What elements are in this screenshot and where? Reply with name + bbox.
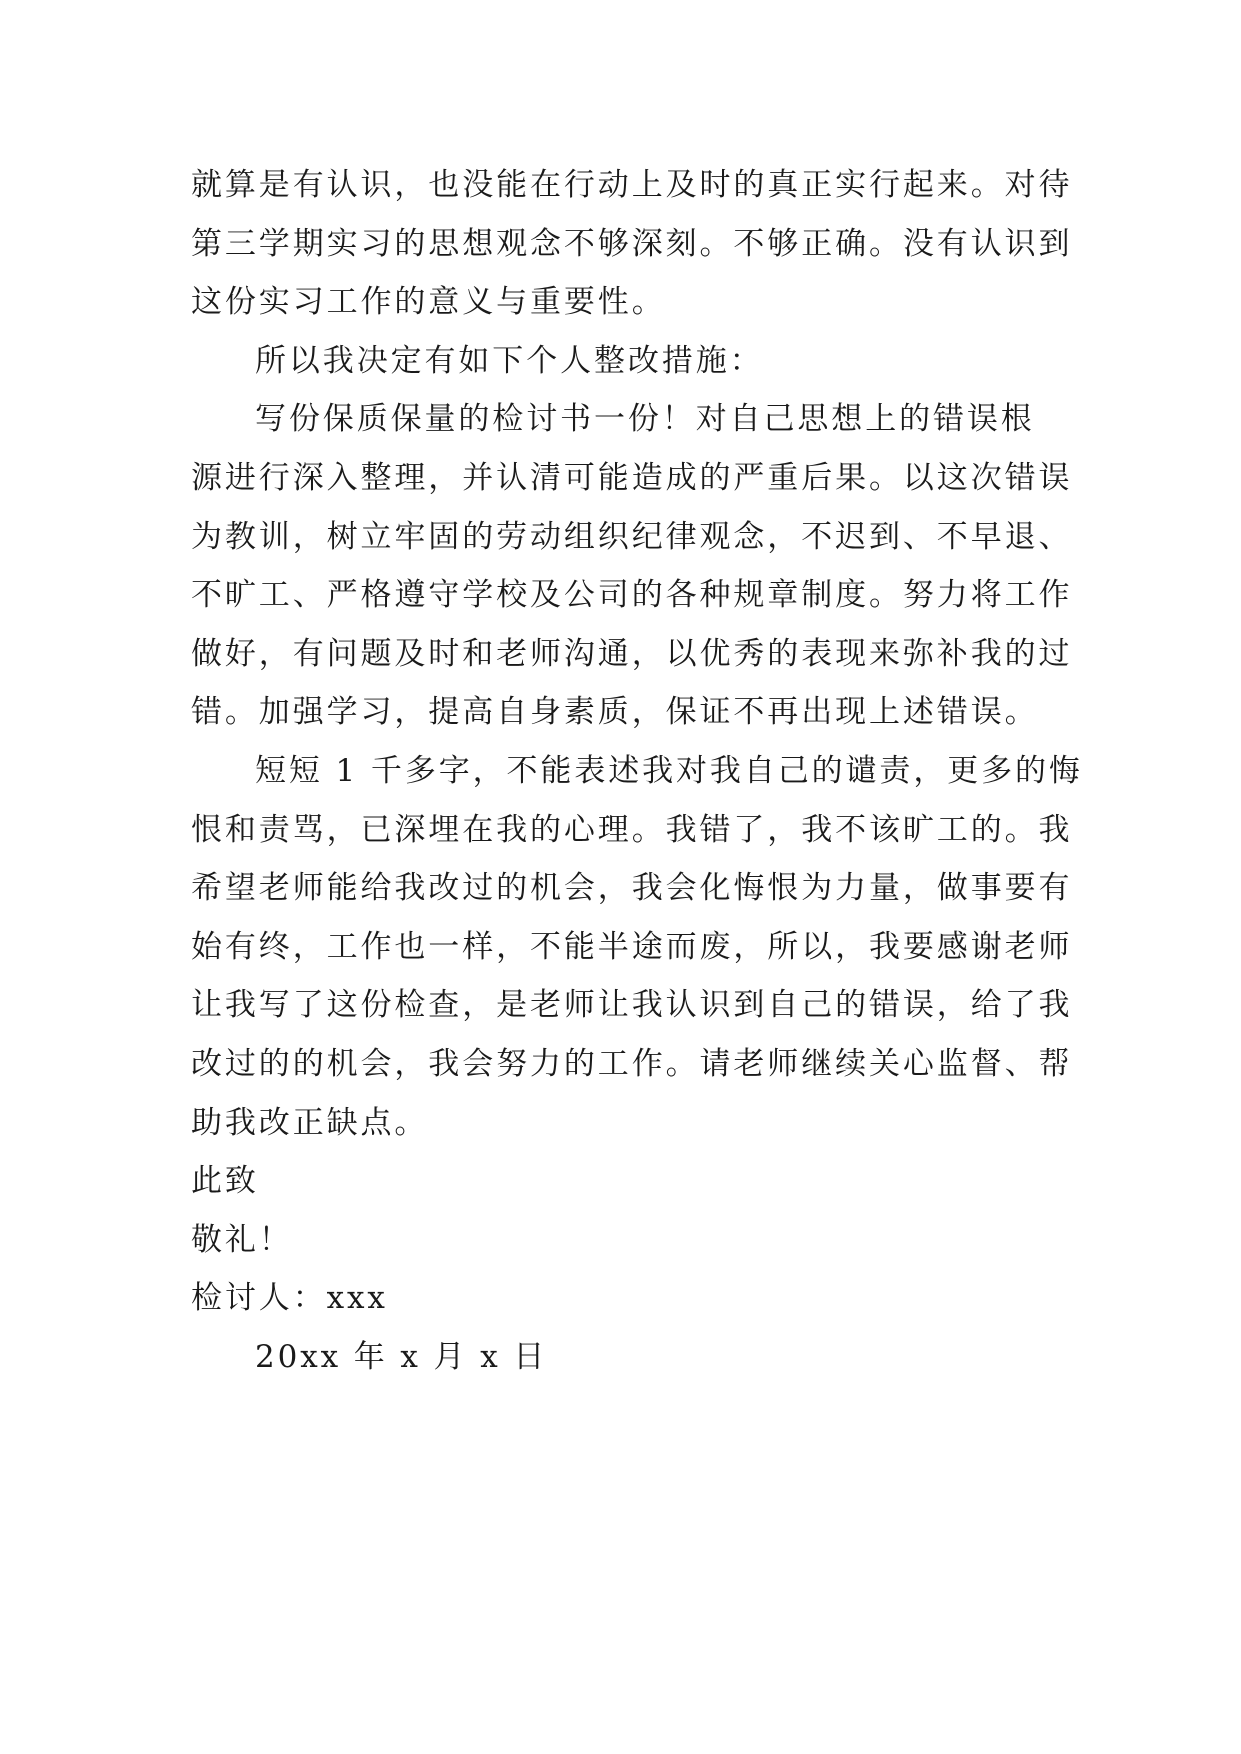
text-line: 短短 1 千多字，不能表述我对我自己的谴责，更多的悔	[255, 752, 1083, 789]
text-line: 错。加强学习，提高自身素质，保证不再出现上述错误。	[191, 694, 1039, 731]
date: 20xx 年 x 月 x 日	[255, 1338, 548, 1375]
text-line: 不旷工、严格遵守学校及公司的各种规章制度。努力将工作	[191, 577, 1073, 614]
paragraph-closing	[191, 742, 1083, 1152]
text-line: 做好，有问题及时和老师沟通，以优秀的表现来弥补我的过	[191, 635, 1073, 672]
salutation-line-1: 此致	[191, 1163, 259, 1200]
text-line: 源进行深入整理，并认清可能造成的严重后果。以这次错误	[191, 459, 1073, 496]
salutation-line-2: 敬礼！	[191, 1221, 293, 1258]
text-line: 写份保质保量的检讨书一份！对自己思想上的错误根	[255, 401, 1035, 438]
salutation	[191, 1152, 1071, 1269]
text-line: 始有终，工作也一样，不能半途而废，所以，我要感谢老师	[191, 928, 1073, 965]
text-line: 助我改正缺点。	[191, 1104, 429, 1141]
text-line: 这份实习工作的意义与重要性。	[191, 284, 666, 321]
signature: 检讨人：xxx	[191, 1280, 388, 1317]
text-line: 所以我决定有如下个人整改措施：	[255, 342, 764, 379]
text-line: 希望老师能给我改过的机会，我会化悔恨为力量，做事要有	[191, 870, 1073, 907]
text-line: 改过的的机会，我会努力的工作。请老师继续关心监督、帮	[191, 1045, 1073, 1082]
paragraph-measures-intro	[191, 332, 1071, 391]
text-line: 就算是有认识，也没能在行动上及时的真正实行起来。对待	[191, 167, 1073, 203]
text-line: 恨和责骂，已深埋在我的心理。我错了，我不该旷工的。我	[191, 811, 1073, 848]
paragraph-measures	[191, 390, 1071, 742]
text-line: 第三学期实习的思想观念不够深刻。不够正确。没有认识到	[191, 225, 1073, 262]
text-line: 为教训，树立牢固的劳动组织纪律观念，不迟到、不早退、	[191, 518, 1073, 555]
text-line: 让我写了这份检查，是老师让我认识到自己的错误，给了我	[191, 987, 1073, 1024]
paragraph-continuation	[191, 156, 1071, 332]
document-body	[191, 156, 1083, 1386]
